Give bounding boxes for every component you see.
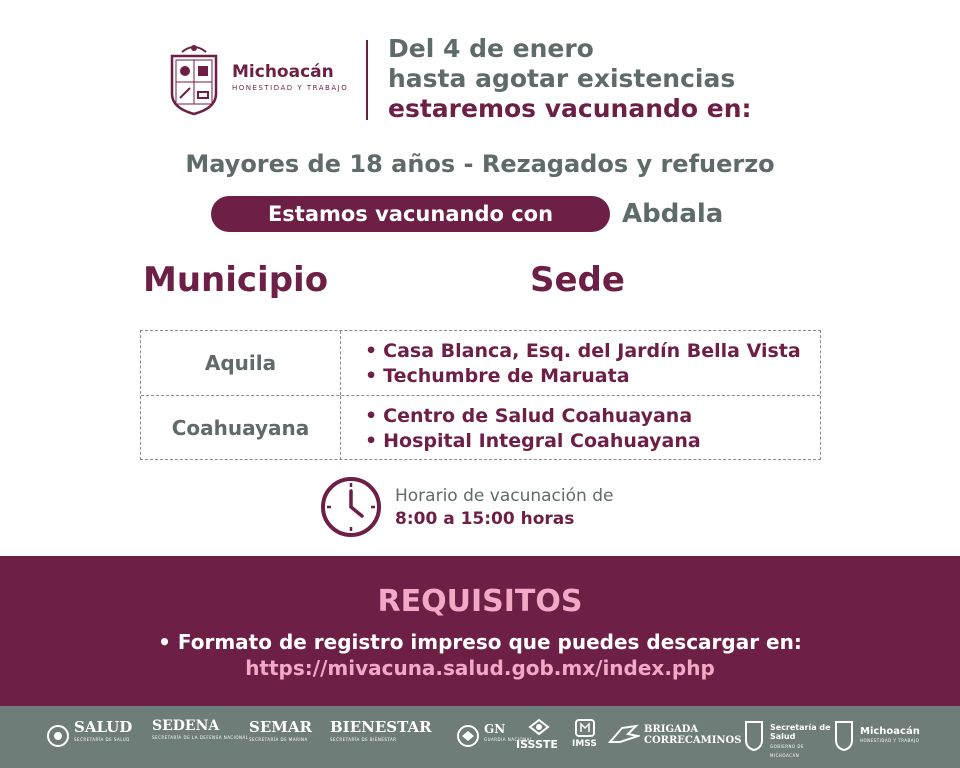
- registration-link[interactable]: https://mivacuna.salud.gob.mx/index.php: [245, 656, 715, 680]
- michoacan-shield-icon: [168, 42, 220, 116]
- footer-logo-salud: SALUD SECRETARÍA DE SALUD: [74, 718, 133, 742]
- sede-cell: [365, 404, 701, 454]
- secretaria-salud-shield-icon: [744, 718, 764, 752]
- issste-emblem-icon: [528, 718, 550, 736]
- bullet-icon: •: [365, 405, 378, 427]
- table-row: [141, 395, 820, 460]
- sede-item: • Centro de Salud Coahuayana: [365, 405, 693, 427]
- michoacan-shield-small-icon: [834, 718, 854, 752]
- footer-logo-brigada-correcaminos: BRIGADA CORRECAMINOS: [644, 724, 742, 746]
- headline-line-1: Del 4 de enero: [388, 34, 594, 63]
- brand-tagline: HONESTIDAD Y TRABAJO: [232, 84, 349, 92]
- vaccine-label-pill: Estamos vacunando con: [211, 196, 610, 232]
- column-header-sede: Sede: [530, 260, 625, 300]
- footer-logo-issste: ISSSTE: [516, 738, 558, 751]
- municipio-cell: Aquila: [141, 331, 341, 395]
- table-row: [141, 331, 820, 395]
- salud-emblem-icon: [46, 724, 70, 748]
- requisitos-title: REQUISITOS: [377, 584, 583, 619]
- header-divider: [366, 40, 368, 120]
- sede-cell: [365, 339, 801, 389]
- imss-emblem-icon: [574, 718, 596, 738]
- headline-line-2: hasta agotar existencias: [388, 64, 736, 93]
- gn-emblem-icon: [456, 724, 480, 748]
- sede-item: • Techumbre de Maruata: [365, 365, 630, 387]
- bullet-icon: •: [365, 430, 378, 452]
- vaccine-name: Abdala: [622, 199, 724, 229]
- brand-name: Michoacán: [232, 62, 334, 82]
- sede-item: • Hospital Integral Coahuayana: [365, 430, 701, 452]
- footer-logo-michoacan: Michoacán HONESTIDAD Y TRABAJO: [860, 726, 920, 743]
- sede-item: • Casa Blanca, Esq. del Jardín Bella Vista: [365, 340, 801, 362]
- municipio-cell: Coahuayana: [141, 396, 341, 460]
- bullet-icon: •: [365, 340, 378, 362]
- clock-icon: [320, 476, 382, 538]
- locations-table: [140, 330, 821, 460]
- footer-logo-secretaria-salud: Secretaría de Salud GOBIERNO DE MICHOACÁN: [770, 723, 831, 758]
- column-header-municipio: Municipio: [143, 260, 329, 300]
- bullet-icon: •: [158, 630, 178, 654]
- schedule-hours: 8:00 a 15:00 horas: [395, 509, 575, 529]
- footer-logo-imss: IMSS: [572, 739, 597, 749]
- audience-subtitle: Mayores de 18 años - Rezagados y refuerzo: [185, 150, 775, 178]
- footer-logo-semar: SEMAR SECRETARÍA DE MARINA: [249, 718, 312, 742]
- headline-line-3: estaremos vacunando en:: [388, 94, 752, 123]
- footer-logo-sedena: SEDENA SECRETARÍA DE LA DEFENSA NACIONAL: [152, 718, 249, 740]
- correcaminos-bird-icon: [608, 722, 640, 746]
- footer-logo-bienestar: BIENESTAR SECRETARÍA DE BIENESTAR: [330, 718, 432, 742]
- footer-logo-gn: GN GUARDIA NACIONAL: [484, 722, 533, 742]
- requisitos-item: • Formato de registro impreso que puedes descargar en:: [158, 630, 802, 654]
- bullet-icon: •: [365, 365, 378, 387]
- schedule-label: Horario de vacunación de: [395, 486, 614, 506]
